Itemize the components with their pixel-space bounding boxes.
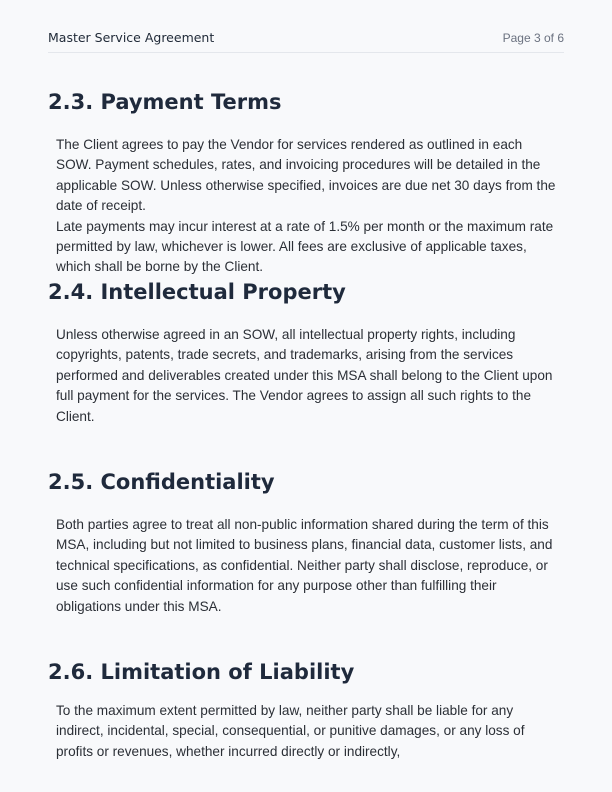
paragraph: Late payments may incur interest at a rate of 1.5% per month or the maximum rate permitted by law, whichever is lower. All fees are exclusive of applicable taxes, which shall be borne by the Client. (56, 218, 554, 275)
paragraph: To the maximum extent permitted by law, neither party shall be liable for any indirect, incidental, special, consequential, or punitive damages, or any loss of profits or revenues, whether incurred directly or indirectly, (56, 703, 525, 759)
section-heading: 2.3. Payment Terms (48, 90, 282, 114)
section-body (48, 325, 564, 427)
section-payment-terms (48, 89, 564, 278)
section-heading: 2.6. Limitation of Liability (48, 660, 355, 684)
section-intellectual-property (48, 279, 564, 427)
paragraph: Unless otherwise agreed in an SOW, all intellectual property rights, including copyrights, patents, trade secrets, and trademarks, arising from the services performed and deliverables created under this MSA shall belong to the Client upon full payment for the services. The Vendor agrees to assign all such rights to the Client. (56, 327, 553, 424)
section-body (48, 701, 564, 762)
paragraph: The Client agrees to pay the Vendor for services rendered as outlined in each SOW. Payment schedules, rates, and invoicing procedures will be detailed in the applicable SOW. Unless otherwise specified, invoices are due net 30 days from the date of receipt. (56, 137, 556, 214)
document-title: Master Service Agreement (48, 30, 215, 45)
section-confidentiality (48, 469, 564, 617)
section-heading: 2.5. Confidentiality (48, 470, 275, 494)
page-number: Page 3 of 6 (502, 31, 564, 45)
section-heading: 2.4. Intellectual Property (48, 280, 346, 304)
section-body (48, 515, 564, 617)
paragraph: Both parties agree to treat all non-public information shared during the term of this MSA, including but not limited to business plans, financial data, customer lists, and technical specifications, as confidential. Neither party shall disclose, reproduce, or use such confidential information for any purpose other than fulfilling their obligations under this MSA. (56, 517, 553, 614)
section-limitation-of-liability (48, 659, 564, 762)
section-body (48, 135, 564, 278)
page-header (48, 30, 564, 53)
